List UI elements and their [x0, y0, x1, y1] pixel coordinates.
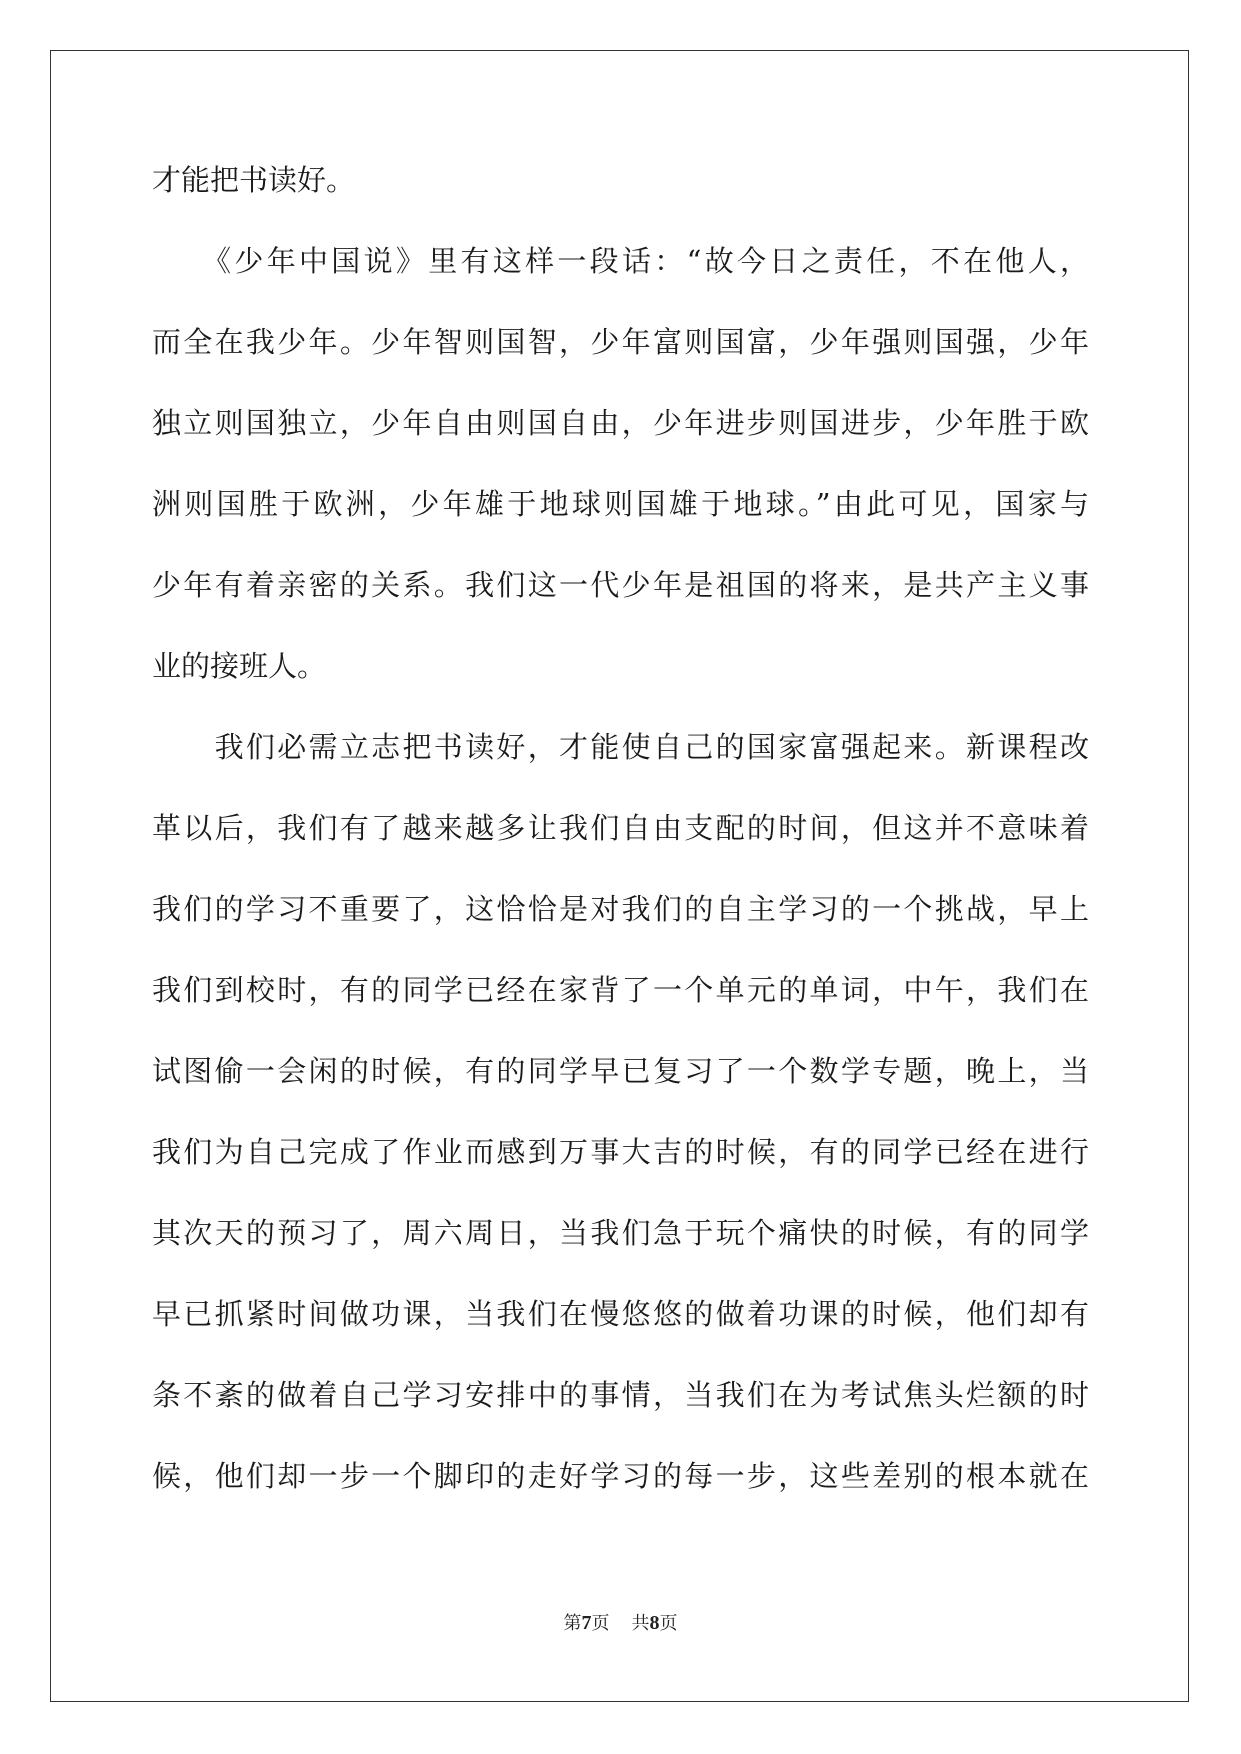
- total-pages: 8: [649, 1612, 660, 1634]
- text-line: 条不紊的做着自己学习安排中的事情，当我们在为考试焦头烂额的时: [152, 1378, 1089, 1412]
- text-line: 才能把书读好。: [152, 163, 356, 197]
- text-line: 业的接班人。: [152, 649, 327, 683]
- page-number: 7: [581, 1612, 592, 1634]
- page-footer: [0, 1609, 1241, 1635]
- text-line: 我们到校时，有的同学已经在家背了一个单元的单词，中午，我们在: [152, 973, 1089, 1007]
- text-line: 而全在我少年。少年智则国智，少年富则国富，少年强则国强，少年: [152, 325, 1089, 359]
- text-line: 《少年中国说》里有这样一段话：“故今日之责任，不在他人，: [152, 244, 1089, 278]
- page-prefix: 第: [563, 1613, 582, 1634]
- text-line: 其次天的预习了，周六周日，当我们急于玩个痛快的时候，有的同学: [152, 1216, 1089, 1250]
- text-line: 候，他们却一步一个脚印的走好学习的每一步，这些差别的根本就在: [152, 1459, 1089, 1493]
- document-body: [152, 163, 1089, 1543]
- total-suffix: 页: [659, 1613, 678, 1634]
- text-line: 少年有着亲密的关系。我们这一代少年是祖国的将来，是共产主义事: [152, 568, 1089, 602]
- total-prefix: 共: [631, 1613, 650, 1634]
- text-line: 我们必需立志把书读好，才能使自己的国家富强起来。新课程改: [152, 730, 1089, 764]
- text-line: 洲则国胜于欧洲，少年雄于地球则国雄于地球。”由此可见，国家与: [152, 487, 1089, 521]
- text-line: 革以后，我们有了越来越多让我们自由支配的时间，但这并不意味着: [152, 811, 1089, 845]
- text-line: 试图偷一会闲的时候，有的同学早已复习了一个数学专题，晚上，当: [152, 1054, 1089, 1088]
- page-suffix: 页: [591, 1613, 610, 1634]
- text-line: 我们的学习不重要了，这恰恰是对我们的自主学习的一个挑战，早上: [152, 892, 1089, 926]
- text-line: 独立则国独立，少年自由则国自由，少年进步则国进步，少年胜于欧: [152, 406, 1089, 440]
- text-line: 早已抓紧时间做功课，当我们在慢悠悠的做着功课的时候，他们却有: [152, 1297, 1089, 1331]
- text-line: 我们为自己完成了作业而感到万事大吉的时候，有的同学已经在进行: [152, 1135, 1089, 1169]
